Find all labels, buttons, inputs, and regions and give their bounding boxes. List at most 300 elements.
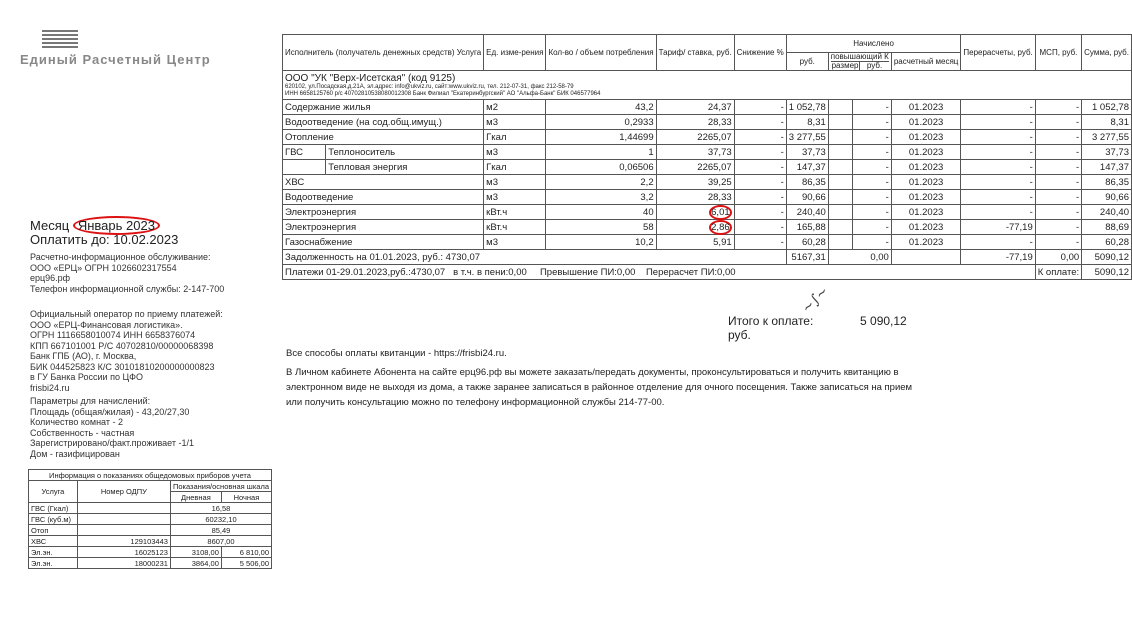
raising-rub-cell-text: -: [885, 236, 889, 248]
header-calc-month: расчетный месяц: [891, 53, 961, 71]
recalc-cell: [961, 190, 1035, 205]
calc-month-cell: [891, 160, 961, 175]
unit-cell-text: м3: [486, 176, 498, 188]
service-name: [283, 130, 484, 145]
excess-label: Превышение ПИ:0,00: [539, 266, 636, 278]
tariff-cell-text: 28,33: [707, 116, 732, 128]
recalc-cell: [961, 175, 1035, 190]
reduction-cell: [734, 100, 786, 115]
accrued-cell: [786, 190, 828, 205]
raising-size-cell: [828, 190, 852, 205]
sum-cell-text: 240,40: [1099, 206, 1129, 218]
sum-cell: [1082, 160, 1132, 175]
unit-cell: [484, 235, 546, 250]
raising-rub-cell: [852, 235, 891, 250]
sum-cell-text: 88,69: [1105, 221, 1129, 233]
info-text-line2: В Личном кабинете Абонента на сайте ерц96.рф вы можете заказать/передать документы, проконсультироваться и получить квитанцию в электронном виде не выходя из дома, а также заранее записаться в районное отделение для очного посещения. Также записаться на прием или получить консультацию можно по телефону информационной службы 214-77-00.: [286, 367, 913, 408]
calc-month-cell: [891, 190, 961, 205]
charge-row: [283, 115, 1132, 130]
charge-row: [283, 190, 1132, 205]
operator-line: ООО «ЕРЦ-Финансовая логистика».: [30, 319, 183, 330]
odpu-number: 16025123: [77, 547, 170, 558]
odpu-header-day: Дневная: [170, 492, 221, 503]
billing-period: [30, 218, 160, 233]
service-subname-text: Тепловая энергия: [328, 161, 408, 173]
odpu-service: ГВС (куб.м): [29, 514, 78, 525]
logo-text: Единый Расчетный Центр: [20, 52, 211, 67]
sum-cell: [1082, 235, 1132, 250]
msp-cell: [1035, 220, 1081, 235]
odpu-row: [29, 525, 272, 536]
to-pay-label: К оплате:: [1035, 265, 1081, 280]
charge-row: [283, 145, 1132, 160]
charges-table: [282, 34, 1132, 280]
operator-line: frisbi24.ru: [30, 382, 70, 393]
tariff-cell: [656, 115, 734, 130]
service-name: [283, 190, 484, 205]
unit-cell-text: м3: [486, 236, 498, 248]
header-tariff: Тариф/ ставка, руб.: [656, 35, 734, 71]
accrued-cell: [786, 205, 828, 220]
raising-rub-cell: [852, 220, 891, 235]
tariff-cell-text: 2265,07: [697, 131, 732, 143]
calc-month-cell-text: 01.2023: [908, 131, 944, 143]
unit-cell-text: Гкал: [486, 161, 507, 173]
odpu-service: Эл.эн.: [29, 547, 78, 558]
msp-cell: [1035, 175, 1081, 190]
tariff-cell-text: 28,33: [707, 191, 732, 203]
unit-cell-text: кВт.ч: [486, 221, 508, 233]
reduction-cell: [734, 130, 786, 145]
reduction-cell-text: -: [780, 221, 784, 233]
accrued-cell: [786, 145, 828, 160]
org-info: [283, 71, 1132, 100]
recalc-cell: [961, 160, 1035, 175]
params-line: Количество комнат - 2: [30, 417, 123, 427]
odpu-header-number: Номер ОДПУ: [77, 481, 170, 503]
info-service-line: ООО «ЕРЦ» ОГРН 1026602317554: [30, 262, 177, 273]
reduction-cell-text: -: [780, 161, 784, 173]
operator-line: ОГРН 1116658010074 ИНН 6658376074: [30, 330, 196, 340]
calc-month-cell-text: 01.2023: [908, 236, 944, 248]
raising-size-cell: [828, 160, 852, 175]
unit-cell: [484, 160, 546, 175]
sum-cell: [1082, 115, 1132, 130]
odpu-service: Эл.эн.: [29, 558, 78, 569]
msp-cell: [1035, 190, 1081, 205]
sum-cell: [1082, 130, 1132, 145]
unit-cell: [484, 220, 546, 235]
info-service-line: Расчетно-информационное обслуживание:: [30, 252, 211, 262]
charge-row: [283, 100, 1132, 115]
service-subname: [326, 145, 484, 160]
calc-month-cell: [891, 220, 961, 235]
msp-cell-text: -: [1075, 221, 1080, 233]
tariff-cell-text: 37,73: [707, 146, 732, 158]
service-name: [283, 115, 484, 130]
msp-cell: [1035, 145, 1081, 160]
odpu-row: [29, 503, 272, 514]
accrued-cell: [786, 175, 828, 190]
operator-line: Банк ГПБ (АО), г. Москва,: [30, 351, 137, 361]
payments-line: [283, 265, 1036, 280]
unit-cell: [484, 190, 546, 205]
service-name-text: ХВС: [285, 176, 305, 188]
recalc-cell: [961, 205, 1035, 220]
header-sum: Сумма, руб.: [1082, 35, 1132, 71]
odpu-table: [28, 469, 272, 569]
header-qty: Кол-во / объем потребления: [546, 35, 656, 71]
raising-rub-cell-text: -: [885, 221, 889, 233]
odpu-day: 3864,00: [170, 558, 221, 569]
odpu-night: 6 810,00: [221, 547, 271, 558]
odpu-day: 3108,00: [170, 547, 221, 558]
unit-cell-text: м2: [486, 101, 498, 113]
accrued-cell: [786, 115, 828, 130]
msp-cell-text: -: [1075, 236, 1080, 248]
to-pay-value: 5090,12: [1082, 265, 1132, 280]
qty-cell: [546, 115, 656, 130]
reduction-cell-text: -: [780, 176, 784, 188]
msp-cell: [1035, 115, 1081, 130]
recalc-cell: [961, 130, 1035, 145]
sum-cell-text: 3 277,55: [1092, 131, 1129, 143]
msp-cell-text: -: [1075, 146, 1080, 158]
recalc-pi-label: Перерасчет ПИ:0,00: [645, 266, 736, 278]
odpu-row: [29, 547, 272, 558]
reduction-cell-text: -: [780, 191, 784, 203]
debt-label: Задолженность на 01.01.2023, руб.: 4730,07: [283, 250, 787, 265]
msp-cell: [1035, 130, 1081, 145]
org-bank: ИНН 6658125760 р/с 40702810538080012308 Банк Филиал "Екатеринбургский" АО "Альфа-Банк" БИК 046577964: [285, 90, 601, 97]
unit-cell-text: Гкал: [486, 131, 507, 143]
params-line: Дом - газифицирован: [30, 448, 120, 459]
org-address: 620102, ул.Посадская,д.21А, эл.адрес: info@ukviz.ru, сайт:www.ukviz.ru, тел. 212-07-31, факс 212-58-79: [285, 83, 574, 90]
tariff-cell: [656, 130, 734, 145]
odpu-service: ГВС (Гкал): [29, 503, 78, 514]
recalc-cell: [961, 220, 1035, 235]
qty-cell: [546, 175, 656, 190]
raising-size-cell: [828, 145, 852, 160]
odpu-header-night: Ночная: [221, 492, 271, 503]
calc-month-cell: [891, 145, 961, 160]
accrued-cell: [786, 130, 828, 145]
recalc-cell: [961, 145, 1035, 160]
operator-line: КПП 667101001 Р/С 40702810/00000068398: [30, 340, 214, 351]
raising-rub-cell: [852, 145, 891, 160]
debt-msp: 0,00: [1035, 250, 1081, 265]
service-name: [283, 235, 484, 250]
service-name-text: Водоотведение (на сод.общ.имущ.): [285, 116, 442, 128]
unit-cell-text: м3: [486, 116, 498, 128]
calc-month-cell-text: 01.2023: [908, 116, 944, 128]
odpu-number: [77, 514, 170, 525]
odpu-day: 60232,10: [170, 514, 271, 525]
charge-row: [283, 160, 1132, 175]
recalc-cell-text: -: [1029, 101, 1033, 113]
charge-row: [283, 175, 1132, 190]
operator-line: БИК 044525823 К/С 30101810200000000823: [30, 361, 215, 372]
billing-month: Январь 2023: [73, 216, 160, 235]
odpu-header-service: Услуга: [29, 481, 78, 503]
logo-stripes-icon: [42, 30, 78, 48]
sum-cell-text: 8,31: [1110, 116, 1129, 128]
sum-cell-text: 1 052,78: [1092, 101, 1129, 113]
service-name: [283, 100, 484, 115]
reduction-cell-text: -: [780, 131, 784, 143]
unit-cell: [484, 205, 546, 220]
service-name: [283, 145, 326, 160]
calc-month-cell: [891, 100, 961, 115]
accrued-cell-text: 86,35: [801, 176, 826, 188]
month-prefix: Месяц: [30, 218, 70, 233]
reduction-cell-text: -: [780, 146, 784, 158]
tariff-cell: [656, 100, 734, 115]
calc-month-cell-text: 01.2023: [908, 161, 944, 173]
service-name-text: Газоснабжение: [285, 236, 353, 248]
accrued-cell-text: 147,37: [796, 161, 826, 173]
info-text: [286, 346, 916, 410]
sum-cell: [1082, 175, 1132, 190]
raising-rub-cell: [852, 160, 891, 175]
header-accrued: Начислено: [786, 35, 961, 53]
msp-cell-text: -: [1075, 206, 1080, 218]
odpu-number: 18000231: [77, 558, 170, 569]
header-rub2: руб.: [866, 61, 883, 70]
tariff-cell: [656, 235, 734, 250]
raising-rub-cell-text: -: [885, 146, 889, 158]
qty-cell: [546, 235, 656, 250]
accrued-cell-text: 37,73: [801, 146, 826, 158]
raising-size-cell: [828, 205, 852, 220]
msp-cell: [1035, 160, 1081, 175]
tariff-cell: [656, 220, 734, 235]
odpu-night: 5 506,00: [221, 558, 271, 569]
qty-cell: [546, 145, 656, 160]
debt-sum: 5090,12: [1082, 250, 1132, 265]
raising-size-cell: [828, 220, 852, 235]
tariff-cell: [656, 175, 734, 190]
recalc-cell-text: -77,19: [1005, 221, 1033, 233]
msp-cell-text: -: [1075, 161, 1080, 173]
header-msp: МСП, руб.: [1035, 35, 1081, 71]
qty-cell-text: 0,2933: [624, 116, 654, 128]
reduction-cell-text: -: [780, 116, 784, 128]
tariff-cell-text: 6,01: [711, 206, 730, 218]
accrued-cell: [786, 220, 828, 235]
debt-recalc: -77,19: [961, 250, 1035, 265]
info-service-line: ерц96.рф: [30, 273, 71, 283]
msp-cell: [1035, 205, 1081, 220]
tariff-cell: [656, 160, 734, 175]
odpu-row: [29, 514, 272, 525]
reduction-cell-text: -: [780, 236, 784, 248]
raising-rub-cell-text: -: [885, 206, 889, 218]
odpu-service: Отоп: [29, 525, 78, 536]
qty-cell-text: 2,2: [640, 176, 654, 188]
header-raising: [828, 53, 891, 71]
calc-month-cell: [891, 115, 961, 130]
service-name: [283, 220, 484, 235]
raising-rub-cell-text: -: [885, 161, 889, 173]
payments-label: Платежи 01-29.01.2023,руб.:4730,07: [285, 266, 446, 278]
unit-cell: [484, 115, 546, 130]
raising-size-cell: [828, 100, 852, 115]
raising-rub-cell: [852, 115, 891, 130]
accrued-cell: [786, 100, 828, 115]
accrued-cell-text: 1 052,78: [788, 101, 826, 113]
calc-month-cell: [891, 175, 961, 190]
odpu-row: [29, 536, 272, 547]
service-name-text: ГВС: [285, 146, 304, 158]
params-line: Собственность - частная: [30, 427, 135, 438]
header-unit: Ед. изме-рения: [484, 35, 546, 71]
reduction-cell: [734, 235, 786, 250]
raising-rub-cell: [852, 190, 891, 205]
service-name: [283, 205, 484, 220]
tariff-cell-text: 24,37: [707, 101, 732, 113]
raising-size-cell: [828, 115, 852, 130]
raising-rub-cell-text: -: [885, 131, 889, 143]
raising-rub-cell: [852, 205, 891, 220]
params-line: Параметры для начислений:: [30, 396, 151, 406]
params-line: Площадь (общая/жилая) - 43,20/27,30: [30, 406, 190, 417]
sum-cell-text: 37,73: [1105, 146, 1129, 158]
unit-cell-text: м3: [486, 191, 498, 203]
recalc-cell-text: -: [1029, 191, 1033, 203]
operator-line: Официальный оператор по приему платежей:: [30, 309, 223, 319]
accrued-cell-text: 90,66: [801, 191, 826, 203]
sum-cell: [1082, 100, 1132, 115]
params-line: Зарегистрировано/факт.проживает -1/1: [30, 438, 195, 448]
tariff-cell: [656, 145, 734, 160]
odpu-day: 8607,00: [170, 536, 271, 547]
unit-cell: [484, 175, 546, 190]
raising-size-cell: [828, 130, 852, 145]
service-name-text: Отопление: [285, 131, 334, 143]
debt-zero: 0,00: [828, 250, 891, 265]
msp-cell-text: -: [1075, 191, 1080, 203]
qty-cell: [546, 190, 656, 205]
info-text-line1: Все способы оплаты квитанции - https://frisbi24.ru.: [286, 348, 507, 359]
odpu-title: Информация о показаниях общедомовых приборов учета: [29, 470, 272, 481]
pay-until: Оплатить до: 10.02.2023: [30, 232, 179, 247]
operator-block: [30, 309, 223, 393]
sum-cell-text: 147,37: [1099, 161, 1129, 173]
qty-cell: [546, 160, 656, 175]
reduction-cell-text: -: [780, 101, 784, 113]
sum-cell: [1082, 220, 1132, 235]
header-recalc: Перерасчеты, руб.: [961, 35, 1035, 71]
header-rub: руб.: [786, 53, 828, 71]
tariff-cell: [656, 205, 734, 220]
reduction-cell: [734, 205, 786, 220]
accrued-cell: [786, 160, 828, 175]
accrued-cell-text: 165,88: [796, 221, 826, 233]
reduction-cell-text: -: [780, 206, 784, 218]
qty-cell-text: 0,06506: [619, 161, 654, 173]
raising-rub-cell-text: -: [885, 176, 889, 188]
accrued-cell-text: 240,40: [796, 206, 826, 218]
msp-cell-text: -: [1075, 176, 1080, 188]
operator-line: в ГУ Банка России по ЦФО: [30, 372, 143, 382]
grand-total-label: Итого к оплате:: [728, 314, 814, 328]
odpu-number: [77, 503, 170, 514]
sum-cell-text: 86,35: [1105, 176, 1129, 188]
unit-cell: [484, 100, 546, 115]
debt-rub: 5167,31: [786, 250, 828, 265]
tariff-cell-text: 5,91: [713, 236, 732, 248]
calc-month-cell: [891, 205, 961, 220]
qty-cell: [546, 100, 656, 115]
reduction-cell: [734, 175, 786, 190]
sum-cell: [1082, 145, 1132, 160]
qty-cell: [546, 130, 656, 145]
qty-cell: [546, 205, 656, 220]
recalc-cell-text: -: [1029, 131, 1033, 143]
qty-cell-text: 43,2: [635, 101, 654, 113]
charge-row: [283, 220, 1132, 235]
calc-month-cell: [891, 130, 961, 145]
qty-cell-text: 10,2: [635, 236, 654, 248]
penalty-label: в т.ч. в пени:0,00: [453, 266, 527, 278]
raising-rub-cell-text: -: [885, 101, 889, 113]
calc-month-cell-text: 01.2023: [908, 146, 944, 158]
qty-cell-text: 3,2: [640, 191, 654, 203]
sum-cell-text: 90,66: [1105, 191, 1129, 203]
reduction-cell: [734, 160, 786, 175]
charge-row: [283, 130, 1132, 145]
odpu-service: ХВС: [29, 536, 78, 547]
msp-cell-text: -: [1075, 116, 1080, 128]
sum-cell-text: 60,28: [1105, 236, 1129, 248]
erc-logo: [20, 30, 280, 67]
raising-size-cell: [828, 175, 852, 190]
msp-cell-text: -: [1075, 101, 1080, 113]
service-name: [283, 160, 326, 175]
accrued-cell: [786, 235, 828, 250]
tariff-cell-text: 2265,07: [697, 161, 732, 173]
params-block: [30, 396, 194, 459]
recalc-cell-text: -: [1029, 236, 1033, 248]
handwritten-mark-icon: ~∫~: [798, 283, 832, 317]
calc-month-cell-text: 01.2023: [908, 221, 944, 233]
header-reduction: Снижение %: [734, 35, 786, 71]
qty-cell-text: 1: [648, 146, 654, 158]
grand-total-value: 5 090,12 руб.: [728, 314, 907, 342]
msp-cell: [1035, 235, 1081, 250]
charge-row: [283, 205, 1132, 220]
recalc-cell: [961, 100, 1035, 115]
org-name: ООО "УК "Верх-Исетская" (код 9125): [285, 72, 456, 84]
header-size: размер: [831, 61, 859, 70]
header-raising-label: повышающий К: [830, 52, 889, 61]
odpu-row: [29, 558, 272, 569]
service-name-text: Электроэнергия: [285, 221, 357, 233]
raising-rub-cell-text: -: [885, 191, 889, 203]
service-name-text: Электроэнергия: [285, 206, 357, 218]
msp-cell: [1035, 100, 1081, 115]
service-subname: [326, 160, 484, 175]
tariff-cell-text: 2,86: [711, 221, 730, 233]
service-name-text: Содержание жилья: [285, 101, 371, 113]
recalc-cell-text: -: [1029, 206, 1033, 218]
recalc-cell-text: -: [1029, 146, 1033, 158]
recalc-cell: [961, 235, 1035, 250]
header-raising-sub: [831, 61, 889, 70]
qty-cell-text: 58: [643, 221, 654, 233]
reduction-cell: [734, 220, 786, 235]
